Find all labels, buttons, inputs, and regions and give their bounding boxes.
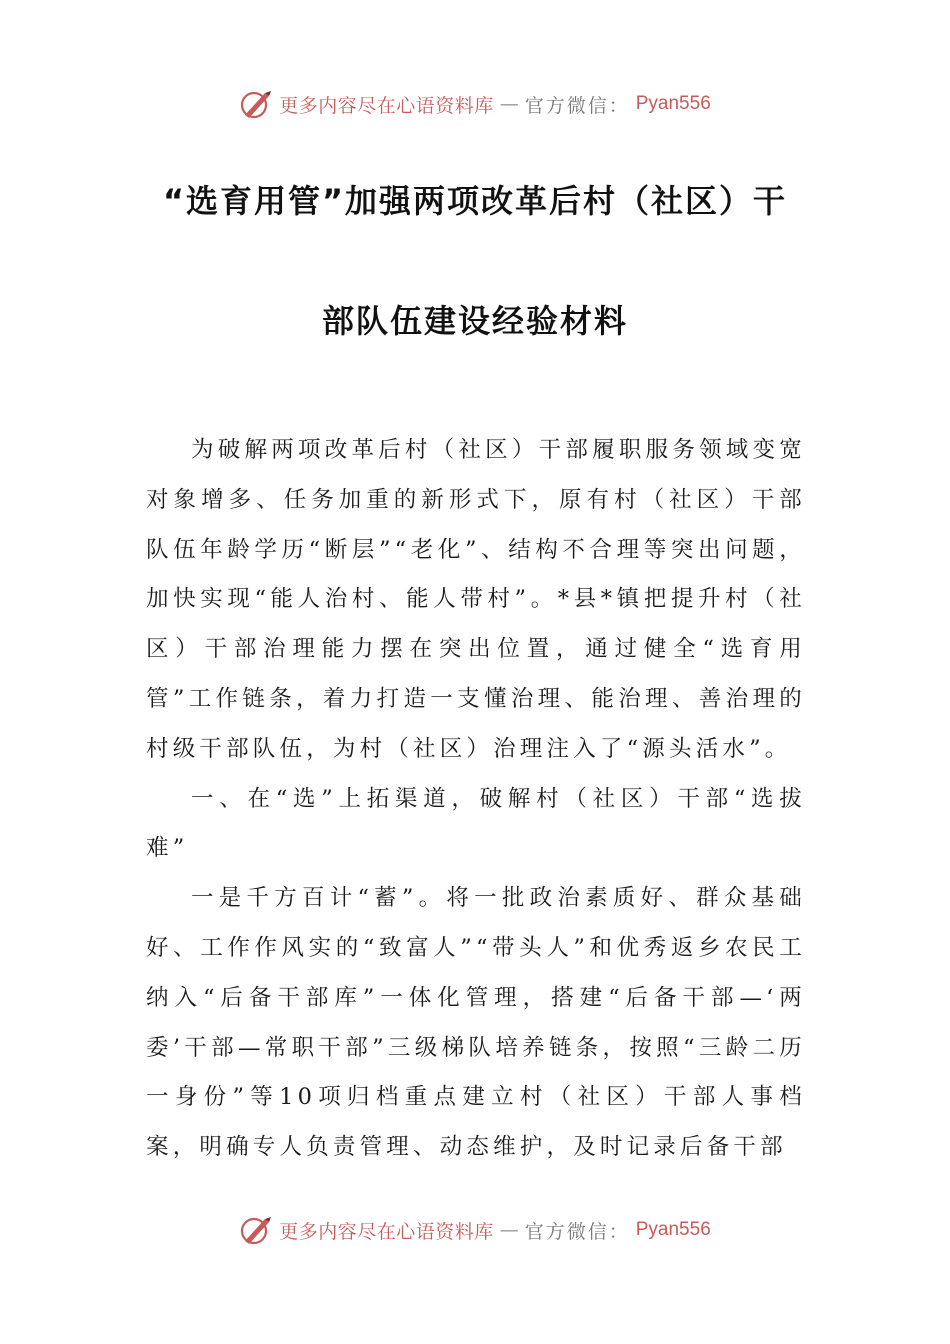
watermark-account-id: Pyan556 (635, 1219, 711, 1240)
paragraph-intro: 为破解两项改革后村（社区）干部履职服务领域变宽对象增多、任务加重的新形式下，原有村（社区）干部队伍年龄学历“断层”“老化”、结构不合理等突出问题，加快实现“能人治村、能人带村”。*县*镇把提升村（社区）干部治理能力摆在突出位置，通过健全“选育用管”工作链条，着力打造一支懂治理、能治理、善治理的村级干部队伍，为村（社区）治理注入了“源头活水”。 (146, 437, 806, 762)
watermark-brand-text: 更多内容尽在心语资料库 (279, 1220, 494, 1243)
pen-circle-logo-icon (239, 87, 273, 121)
section-heading-select: 一、在“选”上拓渠道，破解村（社区）干部“选拔难” (146, 785, 806, 862)
watermark-account-id: Pyan556 (635, 93, 711, 114)
watermark-official-text: 官方微信： (524, 1220, 630, 1243)
footer-watermark (0, 1210, 950, 1250)
pen-circle-logo-icon (239, 1213, 273, 1247)
watermark-dash: — (499, 93, 519, 115)
watermark-official-text: 官方微信： (524, 94, 630, 117)
document-body (146, 426, 806, 1173)
watermark-dash: — (499, 1219, 519, 1241)
document-title-line-2: 部队伍建设经验材料 (321, 302, 628, 340)
watermark-brand-text: 更多内容尽在心语资料库 (279, 94, 494, 117)
paragraph-reserve: 一是千方百计“蓄”。将一批政治素质好、群众基础好、工作作风实的“致富人”“带头人”和优秀返乡农民工纳入“后备干部库”一体化管理，搭建“后备干部—‘两委’干部—常职干部”三级梯队培养链条，按照“三龄二历一身份”等10项归档重点建立村（社区）干部人事档案，明确专人负责管理、动态维护，及时记录后备干部 (146, 885, 806, 1161)
header-watermark (0, 84, 950, 124)
document-title-line-1: “选育用管”加强两项改革后村（社区）干 (162, 182, 788, 220)
